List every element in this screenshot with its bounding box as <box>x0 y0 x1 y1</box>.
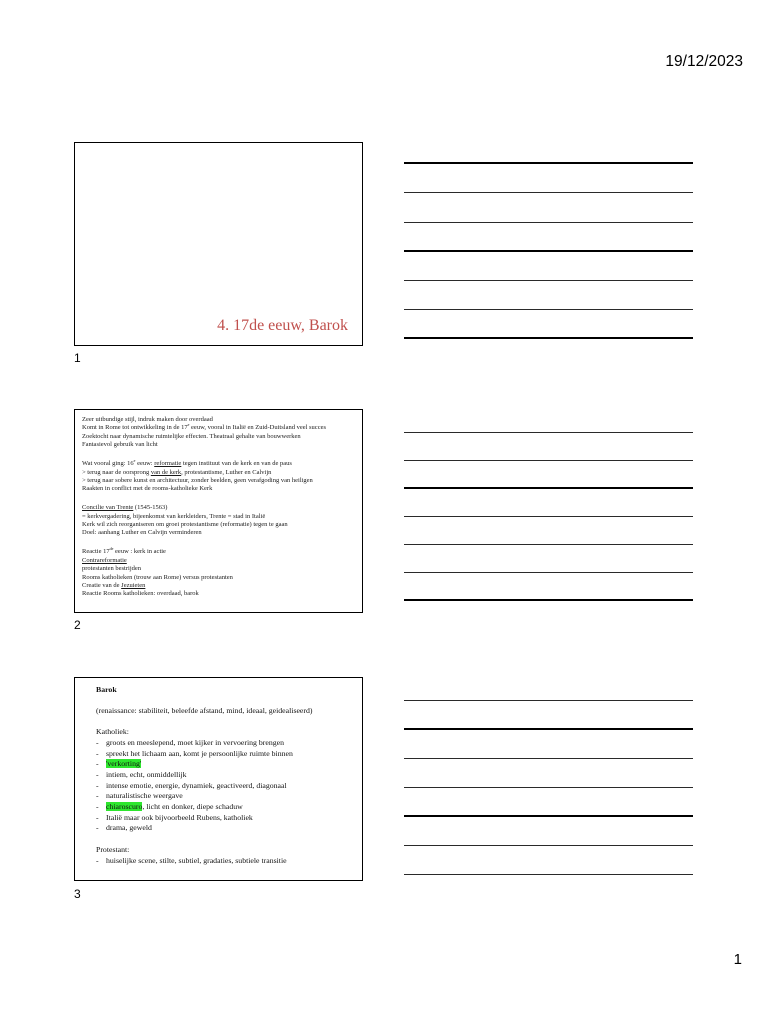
text-run: eeuw: <box>135 460 155 468</box>
text-line <box>82 529 358 537</box>
note-line <box>404 874 693 875</box>
note-line <box>404 572 693 573</box>
note-line <box>404 309 693 310</box>
text-run: tegen instituut van de kerk en van de paus <box>181 460 292 468</box>
ordinal-superscript: de <box>109 546 114 552</box>
text-line <box>82 521 358 529</box>
note-line <box>404 222 693 223</box>
bullet-marker: - <box>96 759 99 769</box>
note-line <box>404 544 693 545</box>
bullet-text: naturalistische weergave <box>106 791 183 801</box>
bullet-marker: - <box>96 748 99 758</box>
text-line <box>82 565 358 573</box>
text-run: eeuw : kerk in actie <box>113 548 166 556</box>
text-run: Komt in Rome tot ontwikkeling in de 17 <box>82 424 188 432</box>
note-line <box>404 700 693 701</box>
text-run: Wat vooral ging: 16 <box>82 460 134 468</box>
bullet-item <box>96 781 358 792</box>
katholiek-label: Katholiek: <box>96 727 129 737</box>
slide-1-number: 1 <box>74 351 81 365</box>
text-line <box>82 441 358 449</box>
note-line <box>404 460 693 461</box>
text-line <box>82 513 358 521</box>
protestant-label: Protestant: <box>96 844 130 854</box>
note-line <box>404 845 693 846</box>
slide-3-text <box>75 678 362 866</box>
text-run: Reactie 17 <box>82 548 110 556</box>
slide-2-number: 2 <box>74 618 81 632</box>
slide-2-text <box>75 410 362 599</box>
slide-3-thumbnail <box>74 677 363 881</box>
bullet-item <box>96 759 358 770</box>
renaissance-note: (renaissance: stabiliteit, beleefde afstand, mind, ideaal, geidealiseerd) <box>96 705 313 715</box>
bullet-item <box>96 770 358 781</box>
bullet-marker: - <box>96 812 99 822</box>
text-run: Creatie van de <box>82 582 122 590</box>
note-line <box>404 787 693 788</box>
blank-line <box>82 450 358 461</box>
underlined-term: Contrareformatie <box>82 556 127 564</box>
note-line <box>404 280 693 281</box>
bullet-item <box>96 738 358 749</box>
bullet-item <box>96 813 358 824</box>
note-line <box>404 487 693 489</box>
print-date: 19/12/2023 <box>665 53 743 70</box>
text-line <box>82 582 358 590</box>
bullet-item <box>96 791 358 802</box>
slide-2-thumbnail <box>74 409 363 613</box>
text-run: (1545-1563) <box>133 504 168 512</box>
slide-1-thumbnail <box>74 142 363 346</box>
text-line <box>82 574 358 582</box>
text-run: Reactie Rooms katholieken: overdaad, barok <box>82 590 199 598</box>
bullet-text: spreekt het lichaam aan, komt je persoonlijke ruimte binnen <box>106 748 293 758</box>
note-line <box>404 337 693 339</box>
note-line <box>404 728 693 730</box>
bullet-marker: - <box>96 855 99 865</box>
text-line <box>82 460 358 468</box>
slide-1-title: 4. 17de eeuw, Barok <box>217 317 348 334</box>
bullet-marker: - <box>96 791 99 801</box>
highlighted-term: chiaroscuro <box>106 802 143 812</box>
text-run: > terug naar sobere kunst en architectuur, zonder beelden, geen verafgoding van heiligen <box>82 476 313 484</box>
text-line <box>82 424 358 432</box>
blank-line <box>82 494 358 505</box>
text-run: Kerk wil zich reorganiseren om groei protestantisme (reformatie) tegen te gaan <box>82 521 288 529</box>
text-line <box>82 433 358 441</box>
highlighted-term: 'verkorting' <box>106 759 142 769</box>
note-line <box>404 250 693 252</box>
text-run: Zeer uitbundige stijl, indruk maken door overdaad <box>82 416 213 423</box>
bullet-marker: - <box>96 770 99 779</box>
bullet-text: drama, geweld <box>106 823 152 833</box>
text-line <box>82 485 358 493</box>
blank-line <box>96 834 358 845</box>
bullet-item <box>96 856 358 867</box>
text-run: eeuw, vooral in Italië en Zuid-Duitsland veel succes <box>189 424 326 432</box>
bullet-marker: - <box>96 737 99 747</box>
text-line <box>82 469 358 477</box>
ordinal-superscript: e <box>187 422 190 428</box>
note-line <box>404 516 693 517</box>
blank-line <box>96 695 358 706</box>
text-line <box>82 548 358 556</box>
page-number: 1 <box>733 951 742 968</box>
text-run: Rooms katholieken (trouw aan Rome) versus protestanten <box>82 573 233 581</box>
slide-3-heading: Barok <box>96 684 117 694</box>
bullet-marker: - <box>96 823 99 833</box>
bullet-text: groots en meeslepend, moet kijker in vervoering brengen <box>106 737 284 747</box>
note-line <box>404 162 693 164</box>
text-line <box>82 557 358 565</box>
note-line <box>404 599 693 601</box>
slide-3-number: 3 <box>74 887 81 901</box>
bullet-text: huiselijke scene, stilte, subtiel, gradaties, subtiele transitie <box>106 855 287 865</box>
bullet-text: , licht en donker, diepe schaduw <box>142 802 243 812</box>
blank-line <box>96 717 358 728</box>
underlined-term: reformatie <box>154 460 182 468</box>
bullet-item <box>96 749 358 760</box>
text-line <box>82 477 358 485</box>
note-line <box>404 432 693 433</box>
note-line <box>404 815 693 817</box>
text-run: Doel: aanhang Luther en Calvijn verminderen <box>82 529 202 537</box>
underlined-term: Jezuieten <box>121 582 146 590</box>
underlined-term: van de kerk <box>150 468 182 476</box>
note-line <box>404 192 693 193</box>
text-run: protestanten bestrijden <box>82 565 142 573</box>
bullet-marker: - <box>96 780 99 790</box>
bullet-text: intense emotie, energie, dynamiek, geactiveerd, diagonaal <box>106 780 287 790</box>
bullet-text: intiem, echt, onmiddellijk <box>106 770 187 779</box>
bullet-text: Italië maar ook bijvoorbeeld Rubens, katholiek <box>106 812 253 822</box>
note-line <box>404 758 693 759</box>
bullet-item <box>96 823 358 834</box>
text-run: Raakten in conflict met de rooms-katholieke Kerk <box>82 485 213 493</box>
text-line <box>82 504 358 512</box>
text-run: Fantasievol gebruik van licht <box>82 441 158 449</box>
text-run: , protestantisme, Luther en Calvijn <box>181 468 272 476</box>
text-run: = kerkvergadering, bijeenkomst van kerkleiders, Trente = stad in Italië <box>82 512 266 520</box>
bullet-marker: - <box>96 802 99 812</box>
text-run: > terug naar de oorsprong <box>82 468 151 476</box>
text-run: Zoektocht naar dynamische ruimtelijke effecten. Theatraal gehalte van bouwwerken <box>82 432 301 440</box>
text-line <box>82 590 358 598</box>
ordinal-superscript: e <box>133 458 136 463</box>
bullet-item <box>96 802 358 813</box>
underlined-term: Concilie van Trente <box>82 504 134 512</box>
